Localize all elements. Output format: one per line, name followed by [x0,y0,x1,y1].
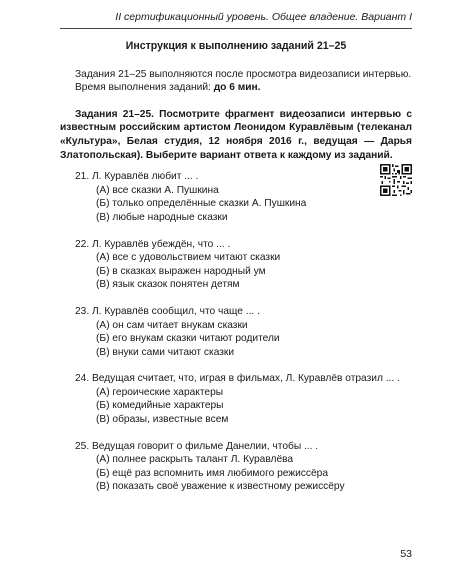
time-limit [60,81,412,95]
task-intro: Задания 21–25. Посмотрите фрагмент видеозаписи интервью с известным российским артистом Леонидом Куравлёвым (телеканал «Культура», Белая студия, 12 ноября 2016 г., ведущая — Дарья Златопольская). Выберите вариант ответа к каждому из заданий. [60,108,412,161]
option-c: (В) любые народные сказки [96,211,228,223]
option-a: (А) все сказки А. Пушкина [96,184,219,196]
option-a: (А) полнее раскрыть талант Л. Куравлёва [96,454,294,466]
question-22 [60,238,412,292]
question-stem: 21. Л. Куравлёв любит ... . [75,171,199,183]
question-25 [60,440,412,494]
option-c: (В) образы, известные всем [96,414,229,426]
question-24 [60,372,412,426]
question-stem: 24. Ведущая считает, что, играя в фильмах, Л. Куравлёв отразил ... . [75,373,400,385]
question-23 [60,305,412,359]
option-b: (Б) комедийные характеры [96,400,224,412]
option-b: (Б) только определённые сказки А. Пушкина [96,198,307,210]
running-title: II сертификационный уровень. Общее владение. Вариант I [115,11,412,23]
question-stem: 25. Ведущая говорит о фильме Данелии, чтобы ... . [75,440,319,452]
instruction-paragraph: Задания 21–25 выполняются после просмотра видеозаписи интервью. [75,68,412,80]
option-c: (В) внуки сами читают сказки [96,346,235,358]
option-a: (А) он сам читает внукам сказки [96,319,248,331]
option-b: (Б) его внукам сказки читают родители [96,333,280,345]
question-stem: 23. Л. Куравлёв сообщил, что чаще ... . [75,305,260,317]
question-stem: 22. Л. Куравлёв убеждён, что ... . [75,238,231,250]
option-a: (А) все с удовольствием читают сказки [96,252,281,264]
time-label: Время выполнения заданий: [75,82,214,94]
running-header [60,8,412,29]
qr-code-icon [380,164,412,196]
option-c: (В) показать своё уважение к известному режиссёру [96,481,345,493]
time-value: до 6 мин. [213,82,261,94]
option-a: (А) героические характеры [96,386,224,398]
page-number: 53 [400,548,412,560]
option-b: (Б) в сказках выражен народный ум [96,265,266,277]
page-content [60,40,412,507]
question-21 [60,170,412,224]
option-c: (В) язык сказок понятен детям [96,279,240,291]
instruction-title: Инструкция к выполнению заданий 21–25 [125,40,347,52]
option-b: (Б) ещё раз вспомнить имя любимого режиссёра [96,467,328,479]
